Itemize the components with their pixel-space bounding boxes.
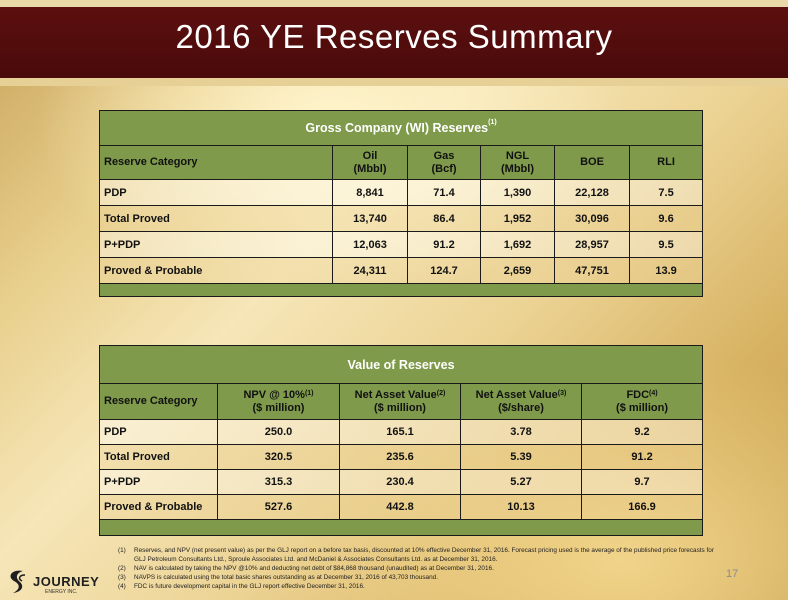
table-cell: 24,311: [333, 258, 408, 284]
column-header-unit: ($/share): [498, 401, 544, 414]
table-row: [100, 495, 703, 520]
column-header: [340, 384, 461, 420]
row-category: Proved & Probable: [100, 258, 333, 284]
table-cell: 91.2: [408, 232, 481, 258]
row-category: P+PDP: [100, 232, 333, 258]
column-header-label: FDC: [626, 388, 650, 401]
column-header-label: Reserve Category: [104, 156, 198, 168]
logo-name: JOURNEY: [33, 574, 100, 589]
row-category: Proved & Probable: [100, 495, 218, 520]
row-category: PDP: [100, 180, 333, 206]
column-header-label: Net Asset Value: [475, 388, 558, 401]
table-cell: 22,128: [555, 180, 630, 206]
value-table-header-row: [100, 384, 703, 420]
table-cell: 12,063: [333, 232, 408, 258]
table-cell: 2,659: [481, 258, 555, 284]
table-cell: 124.7: [408, 258, 481, 284]
gross-table-header-row: [100, 146, 703, 180]
table-row: [100, 232, 703, 258]
table-row: [100, 420, 703, 445]
column-header: [582, 384, 703, 420]
table-cell: 13,740: [333, 206, 408, 232]
table-cell: 5.39: [461, 445, 582, 470]
column-header-label: Gas: [433, 149, 455, 162]
table-cell: 320.5: [218, 445, 340, 470]
table-cell: 5.27: [461, 470, 582, 495]
table-cell: 13.9: [630, 258, 703, 284]
table-cell: 91.2: [582, 445, 703, 470]
table-cell: 235.6: [340, 445, 461, 470]
column-header: [630, 146, 703, 180]
table-row: [100, 470, 703, 495]
column-header: [333, 146, 408, 180]
table-cell: 165.1: [340, 420, 461, 445]
table-row: [100, 445, 703, 470]
column-header: [408, 146, 481, 180]
footnote: [118, 582, 718, 591]
column-header: [555, 146, 630, 180]
swirl-icon: [5, 567, 29, 597]
column-header-label: Reserve Category: [104, 395, 198, 407]
footnote: [118, 564, 718, 573]
table-cell: 527.6: [218, 495, 340, 520]
table-row: [100, 258, 703, 284]
column-header-note: (4): [649, 389, 658, 397]
table-cell: 3.78: [461, 420, 582, 445]
footnote: [118, 573, 718, 582]
column-header-unit: (Bcf): [431, 162, 457, 175]
table-cell: 28,957: [555, 232, 630, 258]
column-header-unit: ($ million): [616, 401, 668, 414]
column-header-note: (2): [436, 389, 446, 397]
row-category: PDP: [100, 420, 218, 445]
table-cell: 8,841: [333, 180, 408, 206]
slide-title: 2016 YE Reserves Summary: [175, 18, 613, 55]
column-header-unit: ($ million): [252, 401, 305, 414]
footnote-number: (3): [118, 574, 126, 581]
column-header-unit: (Mbbl): [501, 162, 534, 175]
column-header-label: NPV @ 10%: [243, 388, 305, 401]
table-cell: 442.8: [340, 495, 461, 520]
table-cell: 9.5: [630, 232, 703, 258]
gross-table-footer: [100, 284, 703, 297]
value-of-reserves-table: [99, 345, 703, 536]
column-header-unit: (Mbbl): [353, 162, 387, 175]
column-header: [100, 384, 218, 420]
footnote-text: NAV is calculated by taking the NPV @10% and deducting net debt of $84,868 thousand (unaudited) as at December 31, 2016.: [134, 565, 494, 572]
column-header-label: NGL: [505, 149, 530, 162]
column-header: [218, 384, 340, 420]
table-cell: 250.0: [218, 420, 340, 445]
footnote-text: NAVPS is calculated using the total basic shares outstanding as at December 31, 2016 of 43,703 thousand.: [134, 574, 438, 581]
footnote-number: (4): [118, 583, 126, 590]
table-cell: 10.13: [461, 495, 582, 520]
value-table-title: Value of Reserves: [100, 346, 703, 384]
column-header-note: (3): [557, 389, 567, 397]
column-header: [100, 146, 333, 180]
table-row: [100, 206, 703, 232]
table-cell: 9.2: [582, 420, 703, 445]
value-table-footer: [100, 520, 703, 536]
table-row: [100, 180, 703, 206]
gross-reserves-table: [99, 110, 703, 297]
table-cell: 230.4: [340, 470, 461, 495]
column-header: [461, 384, 582, 420]
gross-table-title: Gross Company (WI) Reserves$^{(1)}$: [100, 111, 703, 146]
table-cell: 30,096: [555, 206, 630, 232]
column-header: [481, 146, 555, 180]
table-cell: 86.4: [408, 206, 481, 232]
logo-sub: ENERGY INC.: [45, 589, 78, 595]
table-cell: 166.9: [582, 495, 703, 520]
table-cell: 1,390: [481, 180, 555, 206]
row-category: Total Proved: [100, 206, 333, 232]
footnote-text: FDC is future development capital in the GLJ report effective December 31, 2016.: [134, 583, 365, 590]
column-header-label: RLI: [657, 156, 675, 168]
footnote-number: (2): [118, 565, 126, 572]
footnote: [118, 546, 718, 564]
footnotes: [118, 546, 718, 591]
column-header-label: BOE: [580, 156, 604, 168]
column-header-label: Oil: [362, 149, 378, 162]
footnote-number: (1): [118, 547, 126, 554]
journey-logo: [5, 563, 115, 597]
footnote-text: Reserves, and NPV (net present value) as per the GLJ report on a before tax basis, discounted at 10% effective December 31, 2016. Forecast pricing used is the average of the published price forecasts for GLJ Petroleum Consultants Ltd., Sproule Associates Ltd. and McDaniel & Associates Consultants Ltd. as at December 31, 2016.: [134, 547, 714, 563]
table-cell: 315.3: [218, 470, 340, 495]
table-cell: 71.4: [408, 180, 481, 206]
table-cell: 9.6: [630, 206, 703, 232]
column-header-label: Net Asset Value: [354, 388, 437, 401]
column-header-unit: ($ million): [374, 401, 426, 414]
table-cell: 9.7: [582, 470, 703, 495]
row-category: P+PDP: [100, 470, 218, 495]
column-header-note: (1): [304, 389, 314, 397]
table-cell: 1,692: [481, 232, 555, 258]
table-cell: 7.5: [630, 180, 703, 206]
table-cell: 47,751: [555, 258, 630, 284]
page-number: 17: [726, 568, 739, 580]
table-cell: 1,952: [481, 206, 555, 232]
row-category: Total Proved: [100, 445, 218, 470]
